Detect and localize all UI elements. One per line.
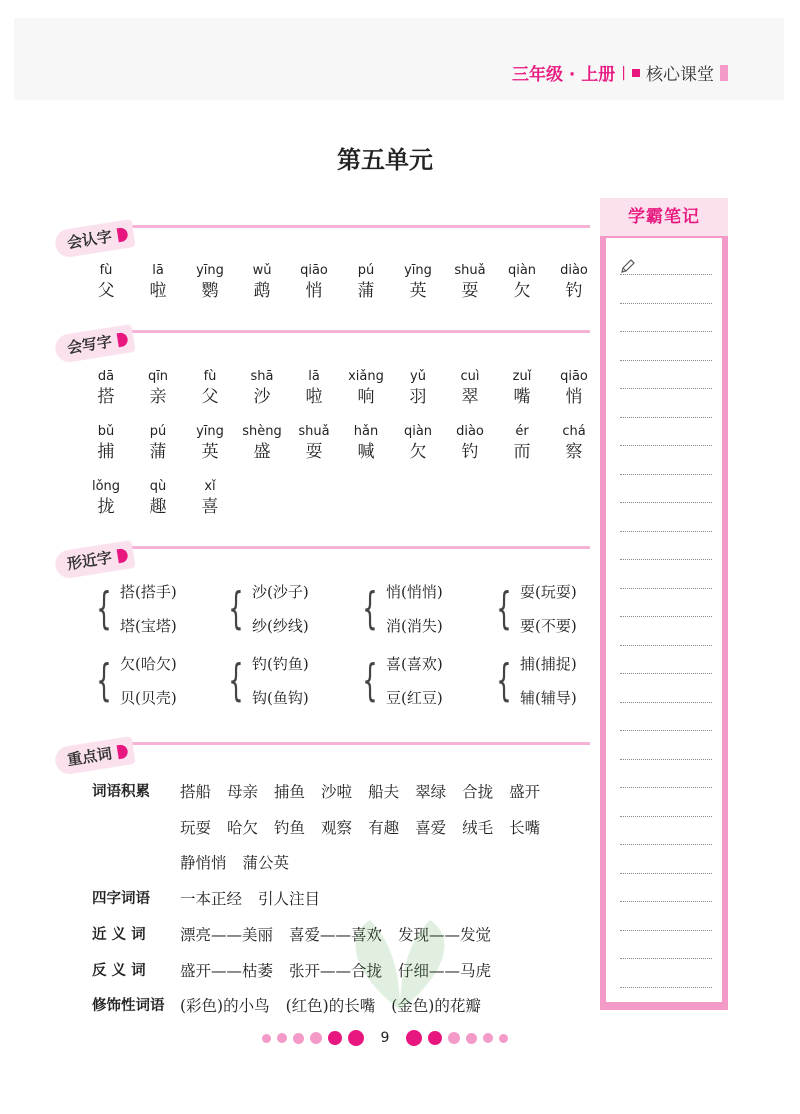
char-cell: [236, 368, 288, 408]
pair-word: 豆(红豆): [386, 689, 443, 707]
dot-icon: [483, 1033, 493, 1043]
similar-pair: [356, 647, 443, 715]
pair-word: 贝(贝壳): [120, 689, 177, 707]
note-line: [620, 417, 712, 418]
hanzi: 喊: [357, 442, 375, 462]
hanzi: 察: [565, 442, 583, 462]
note-line: [620, 730, 712, 731]
brace-icon: {: [228, 583, 244, 634]
pinyin: lā: [152, 263, 164, 278]
hanzi: 欠: [513, 281, 531, 301]
note-line: [620, 616, 712, 617]
header-course: 核心课堂: [646, 65, 714, 85]
hanzi: 沙: [253, 387, 271, 407]
note-line: [620, 502, 712, 503]
char-cell: [288, 368, 340, 408]
note-line: [620, 474, 712, 475]
char-cell: [444, 423, 496, 463]
pinyin: shuǎ: [454, 263, 486, 278]
note-line: [620, 274, 712, 275]
vocab-label: 近 义 词: [92, 927, 146, 943]
pair-items: [520, 575, 577, 643]
pair-word: 悄(悄悄): [386, 583, 443, 601]
pinyin: qiàn: [507, 263, 537, 278]
dot-icon: [348, 1030, 364, 1046]
vocab-item: 盛开——枯萎: [180, 962, 274, 980]
hanzi: 英: [409, 281, 427, 301]
dot-icon: [328, 1031, 342, 1045]
hanzi: 而: [513, 442, 531, 462]
vocab-item: 玩耍: [180, 819, 212, 837]
similar-pair: [222, 647, 309, 715]
dot-icon: [293, 1033, 304, 1044]
note-line: [620, 445, 712, 446]
dot-icon: [466, 1033, 477, 1044]
hanzi: 蒲: [149, 442, 167, 462]
pair-word: 要(不要): [520, 617, 577, 635]
vocab-label: 反 义 词: [92, 963, 146, 979]
pair-word: 塔(宝塔): [120, 617, 177, 635]
section-divider: [115, 546, 590, 549]
pinyin: yīng: [196, 263, 224, 278]
dot-icon: [277, 1033, 287, 1043]
char-cell: [548, 262, 600, 302]
pinyin: dā: [97, 369, 115, 384]
notes-area: [606, 238, 722, 1002]
section-tag-write: 会写字: [53, 324, 135, 364]
section-tag-similar: 形近字: [53, 540, 135, 580]
pair-word: 耍(玩耍): [520, 583, 577, 601]
note-line: [620, 360, 712, 361]
pair-items: [252, 575, 309, 643]
hanzi: 翠: [461, 387, 479, 407]
brace-icon: {: [228, 655, 244, 706]
char-cell: [340, 423, 392, 463]
char-cell: [80, 423, 132, 463]
top-banner: [14, 18, 784, 100]
brace-icon: {: [96, 655, 112, 706]
pair-word: 喜(喜欢): [386, 655, 443, 673]
note-line: [620, 930, 712, 931]
vocab-item: 船夫: [368, 783, 400, 801]
note-line: [620, 787, 712, 788]
page-title: 第五单元: [337, 146, 433, 174]
vocab-item: 喜爱: [415, 819, 447, 837]
page-footer: [0, 1030, 770, 1046]
vocab-item: 搭船: [180, 783, 212, 801]
vocab-item: (红色)的长嘴: [285, 997, 376, 1015]
note-line: [620, 673, 712, 674]
page-header: [512, 60, 728, 85]
hanzi: 英: [201, 442, 219, 462]
pinyin: bǔ: [97, 424, 115, 439]
char-row: [80, 423, 600, 463]
pinyin: lǒng: [91, 479, 121, 494]
notes-panel: [600, 198, 728, 1010]
dot-icon: [448, 1032, 460, 1044]
vocab-item: 蒲公英: [242, 854, 290, 872]
pinyin: xǐ: [204, 479, 216, 494]
note-line: [620, 901, 712, 902]
similar-pair: [490, 575, 577, 643]
pair-word: 钩(鱼钩): [252, 689, 309, 707]
vocab-item: 仔细——马虎: [398, 962, 492, 980]
dot-icon: [406, 1030, 422, 1046]
pinyin: diào: [456, 424, 484, 439]
hanzi: 父: [97, 281, 115, 301]
char-cell: [288, 423, 340, 463]
dot-icon: [499, 1034, 508, 1043]
section-divider: [115, 742, 590, 745]
vocab-item: 一本正经: [180, 890, 243, 908]
hanzi: 鹦: [201, 281, 219, 301]
hanzi: 父: [201, 387, 219, 407]
hanzi: 啦: [305, 387, 323, 407]
vocab-label: 四字词语: [92, 891, 150, 907]
vocab-item: 引人注目: [258, 890, 321, 908]
char-cell: [496, 368, 548, 408]
hanzi: 亲: [149, 387, 167, 407]
pair-word: 钓(钓鱼): [252, 655, 309, 673]
pinyin: shuǎ: [298, 424, 330, 439]
char-cell: [184, 423, 236, 463]
vocab-item: 翠绿: [415, 783, 447, 801]
hanzi: 捕: [97, 442, 115, 462]
similar-pair: [90, 647, 177, 715]
pair-items: [120, 647, 177, 715]
pinyin: fù: [99, 263, 113, 278]
char-cell: [392, 262, 444, 302]
hanzi: 蒲: [357, 281, 375, 301]
char-cell: [548, 368, 600, 408]
hanzi: 羽: [409, 387, 427, 407]
hanzi: 耍: [461, 281, 479, 301]
char-cell: [288, 262, 340, 302]
note-line: [620, 645, 712, 646]
hanzi: 趣: [149, 497, 167, 517]
dot-icon: [310, 1032, 322, 1044]
hanzi: 嘴: [513, 387, 531, 407]
pinyin: cuì: [460, 369, 480, 384]
vocab-item: 合拢: [462, 783, 494, 801]
similar-pair: [490, 647, 577, 715]
vocab-item: 哈欠: [227, 819, 259, 837]
note-line: [620, 388, 712, 389]
pair-word: 纱(纱线): [252, 617, 309, 635]
vocab-item: 长嘴: [509, 819, 541, 837]
char-cell: [340, 368, 392, 408]
pinyin: shèng: [242, 424, 282, 439]
note-line: [620, 987, 712, 988]
hanzi: 欠: [409, 442, 427, 462]
char-cell: [80, 478, 132, 518]
char-cell: [444, 368, 496, 408]
char-cell: [184, 262, 236, 302]
vocab-item: 静悄悄: [180, 854, 227, 872]
page-number: 9: [380, 1030, 390, 1046]
hanzi: 悄: [565, 387, 583, 407]
notes-title: 学霸笔记: [600, 198, 728, 236]
pinyin: xiǎng: [348, 369, 384, 384]
char-row: [80, 478, 236, 518]
hanzi: 响: [357, 387, 375, 407]
note-line: [620, 588, 712, 589]
char-row: [80, 262, 652, 302]
similar-pair: [356, 575, 443, 643]
hanzi: 悄: [305, 281, 323, 301]
hanzi: 钓: [565, 281, 583, 301]
hanzi: 耍: [305, 442, 323, 462]
vocab-item: 母亲: [227, 783, 259, 801]
dot-icon: [262, 1034, 271, 1043]
section-tag-key: 重点词: [53, 736, 135, 776]
pair-word: 捕(捕捉): [520, 655, 577, 673]
char-cell: [496, 262, 548, 302]
vocab-item: 沙啦: [321, 783, 353, 801]
char-cell: [340, 262, 392, 302]
note-line: [620, 816, 712, 817]
dot-icon: [428, 1031, 442, 1045]
char-cell: [392, 368, 444, 408]
hanzi: 钓: [461, 442, 479, 462]
hanzi: 喜: [201, 497, 219, 517]
brace-icon: {: [496, 655, 512, 706]
hanzi: 拢: [97, 497, 115, 517]
vocab-item: 发现——发觉: [398, 926, 492, 944]
char-cell: [496, 423, 548, 463]
header-separator: |: [621, 64, 626, 81]
char-cell: [80, 368, 132, 408]
section-divider: [115, 225, 590, 228]
pinyin: yīng: [404, 263, 432, 278]
vocab-item: 盛开: [509, 783, 541, 801]
pinyin: qiāo: [560, 369, 588, 384]
note-line: [620, 331, 712, 332]
char-cell: [236, 262, 288, 302]
header-grade: 三年级 · 上册: [511, 65, 616, 85]
char-cell: [392, 423, 444, 463]
pair-items: [520, 647, 577, 715]
square-icon: [632, 69, 640, 77]
hanzi: 啦: [149, 281, 167, 301]
vocab-item: (金色)的花瓣: [391, 997, 481, 1015]
vocab-label: 词语积累: [92, 784, 150, 800]
brace-icon: {: [496, 583, 512, 634]
char-cell: [444, 262, 496, 302]
pinyin: qiàn: [403, 424, 433, 439]
note-line: [620, 303, 712, 304]
pinyin: qù: [149, 479, 167, 494]
char-cell: [548, 423, 600, 463]
pinyin: pú: [357, 263, 375, 278]
note-line: [620, 759, 712, 760]
vocab-item: 绒毛: [462, 819, 494, 837]
pair-items: [386, 575, 443, 643]
vocab-item: 张开——合拢: [289, 962, 383, 980]
pinyin: qīn: [147, 369, 169, 384]
brace-icon: {: [362, 583, 378, 634]
section-divider: [115, 330, 590, 333]
pinyin: qiāo: [300, 263, 328, 278]
hanzi: 盛: [253, 442, 271, 462]
char-cell: [184, 368, 236, 408]
char-cell: [184, 478, 236, 518]
pinyin: lā: [308, 369, 320, 384]
pinyin: ér: [515, 424, 529, 439]
brace-icon: {: [362, 655, 378, 706]
pair-word: 搭(搭手): [120, 583, 177, 601]
hanzi: 鹉: [253, 281, 271, 301]
pair-word: 欠(哈欠): [120, 655, 177, 673]
vocab-item: 漂亮——美丽: [180, 926, 274, 944]
pair-items: [120, 575, 177, 643]
note-line: [620, 559, 712, 560]
similar-pair: [90, 575, 177, 643]
vocab-item: 喜爱——喜欢: [289, 926, 383, 944]
char-cell: [132, 478, 184, 518]
note-line: [620, 531, 712, 532]
section-tag-recognize: 会认字: [53, 219, 135, 259]
pinyin: hǎn: [353, 424, 379, 439]
brace-icon: {: [96, 583, 112, 634]
pair-items: [252, 647, 309, 715]
note-line: [620, 873, 712, 874]
char-cell: [80, 262, 132, 302]
vocab-row: [92, 851, 305, 873]
vocab-item: 观察: [321, 819, 353, 837]
pinyin: pú: [149, 424, 167, 439]
note-line: [620, 844, 712, 845]
tab-marker-icon: [720, 65, 728, 81]
char-cell: [132, 262, 184, 302]
vocab-row: [92, 816, 556, 838]
note-line: [620, 702, 712, 703]
vocab-label: 修饰性词语: [92, 998, 165, 1014]
pair-items: [386, 647, 443, 715]
vocab-item: 有趣: [368, 819, 400, 837]
pair-word: 辅(辅导): [520, 689, 577, 707]
pinyin: yǔ: [410, 369, 426, 384]
vocab-item: 钓鱼: [274, 819, 306, 837]
vocab-item: (彩色)的小鸟: [180, 997, 270, 1015]
pair-word: 沙(沙子): [252, 583, 309, 601]
vocab-label: [92, 816, 180, 838]
char-cell: [236, 423, 288, 463]
pinyin: zuǐ: [512, 369, 532, 384]
pair-word: 消(消失): [386, 617, 443, 635]
similar-pair: [222, 575, 309, 643]
char-cell: [132, 423, 184, 463]
note-line: [620, 958, 712, 959]
pinyin: wǔ: [252, 263, 272, 278]
pinyin: shā: [250, 369, 274, 384]
vocab-row: [92, 780, 556, 802]
pinyin: fù: [203, 369, 217, 384]
pinyin: chá: [562, 424, 586, 439]
vocab-label: [92, 851, 180, 873]
pencil-icon: [620, 258, 636, 274]
char-cell: [132, 368, 184, 408]
watermark-logo: [300, 900, 500, 1030]
hanzi: 搭: [97, 387, 115, 407]
pinyin: diào: [560, 263, 588, 278]
vocab-item: 捕鱼: [274, 783, 306, 801]
pinyin: yīng: [196, 424, 224, 439]
